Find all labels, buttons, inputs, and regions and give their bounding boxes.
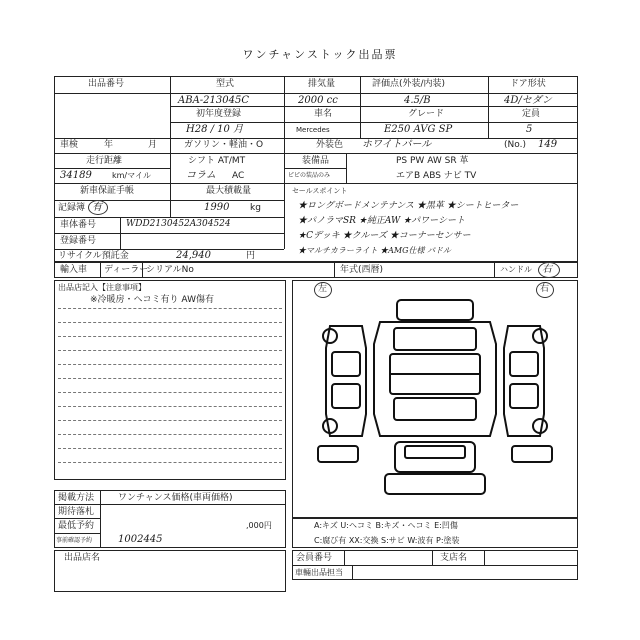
branch-label: 支店名 bbox=[440, 553, 468, 563]
recycle-unit: 円 bbox=[246, 251, 256, 261]
handle-label: ハンドル bbox=[500, 265, 532, 274]
recycle-label: リサイクル預託金 bbox=[58, 251, 129, 261]
grade-value: E250 AVG SP bbox=[384, 124, 453, 135]
capacity-value: 5 bbox=[526, 124, 533, 135]
year-label: 年式(西暦) bbox=[340, 265, 384, 275]
reg-number-label: 登録番号 bbox=[60, 236, 97, 246]
no-value: 149 bbox=[538, 139, 558, 150]
load-value: 1990 bbox=[204, 202, 230, 213]
inspection-year: 年 bbox=[104, 140, 114, 150]
reserve-value: ,000円 bbox=[246, 521, 272, 530]
legend-row-2: C:腐び有 XX:交換 S:サビ W:波有 P:塗装 bbox=[314, 536, 460, 545]
equipment-label: 装備品 bbox=[302, 156, 330, 166]
handle-circle-mark bbox=[538, 262, 560, 278]
dealer-label: ディーラー bbox=[104, 265, 149, 275]
equipment-bottom: エアB ABS ナビ TV bbox=[396, 171, 477, 181]
recycle-value: 24,940 bbox=[176, 250, 211, 261]
lot-number-label: 出品番号 bbox=[88, 79, 125, 89]
sales-point-2: ★パノラマSR ★純正AW ★パワーシート bbox=[298, 216, 466, 226]
load-unit: kg bbox=[250, 203, 261, 213]
displacement-value: 2000 cc bbox=[298, 95, 338, 106]
sales-point-4: ★マルチカラーライト ★AMG仕様 パドル bbox=[298, 246, 451, 255]
equipment-top: PS PW AW SR 革 bbox=[396, 156, 469, 166]
mileage-label: 走行距離 bbox=[86, 156, 123, 166]
car-name-label: 車名 bbox=[314, 109, 333, 119]
reserve-label: 最低予約 bbox=[58, 521, 95, 531]
grade-eval-value: 4.5/B bbox=[404, 95, 431, 106]
mileage-value: 34189 bbox=[60, 170, 92, 181]
store-label: 出品店名 bbox=[64, 553, 101, 563]
contract-label: 事前確認予約 bbox=[56, 537, 93, 544]
sales-point-3: ★Cデッキ ★クルーズ ★コーナーセンサー bbox=[298, 231, 471, 241]
color-value: ホワイトパール bbox=[362, 139, 432, 150]
ac-label: AC bbox=[232, 171, 245, 181]
member-label: 会員番号 bbox=[296, 553, 333, 563]
no-label: (No.) bbox=[504, 140, 526, 150]
color-label: 外装色 bbox=[316, 140, 344, 150]
notes-line-1: ※冷暖房・ヘコミ有り AW傷有 bbox=[90, 295, 214, 305]
fuel-options: ガソリン・軽油・O bbox=[184, 140, 264, 150]
displacement-label: 排気量 bbox=[308, 79, 336, 89]
diagram-left-label: 左 bbox=[318, 284, 328, 294]
grade-eval-label: 評価点(外装/内装) bbox=[372, 79, 446, 89]
first-reg-label: 初年度登録 bbox=[196, 109, 242, 119]
inspection-label: 車検 bbox=[60, 140, 79, 150]
new-warranty-label: 新車保証手帳 bbox=[80, 186, 135, 196]
person-label: 車輛出品担当 bbox=[295, 568, 343, 577]
legend-row-1: A:キズ U:ヘコミ B:キズ・ヘコミ E:凹傷 bbox=[314, 521, 458, 530]
door-value: 4D/セダン bbox=[504, 95, 552, 106]
equipment-prefix: ピピの装品のみ bbox=[288, 172, 331, 179]
sales-point-1: ★ロングボードメンテナンス ★黒革 ★シートヒーター bbox=[298, 201, 519, 211]
shift-value: コラム bbox=[186, 170, 216, 181]
mileage-unit: km/マイル bbox=[112, 171, 151, 180]
method-label: 掲載方法 bbox=[58, 493, 95, 503]
notes-title: 出品店記入【注意事項】 bbox=[58, 283, 146, 292]
contract-value: 1002445 bbox=[118, 534, 163, 545]
capacity-label: 定員 bbox=[522, 109, 541, 119]
door-label: ドア形状 bbox=[510, 79, 546, 89]
inspection-month: 月 bbox=[148, 140, 158, 150]
diagram-right-label: 右 bbox=[540, 284, 550, 294]
desired-label: 期待落札 bbox=[58, 507, 95, 517]
method-value: ワンチャンス価格(車両価格) bbox=[118, 493, 233, 503]
grade-label: グレード bbox=[408, 109, 445, 119]
handle-value: 右 bbox=[542, 264, 552, 275]
shift-label: シフト AT/MT bbox=[188, 156, 246, 166]
first-reg-value: H28 / 10 月 bbox=[186, 124, 244, 135]
model-value: ABA-213045C bbox=[178, 95, 249, 106]
record-circle: 有 bbox=[92, 202, 102, 213]
sales-point-label: セールスポイント bbox=[292, 187, 348, 195]
model-label: 型式 bbox=[216, 79, 235, 89]
record-circle-mark bbox=[88, 200, 108, 215]
import-label: 輸入車 bbox=[60, 265, 88, 275]
record-label: 記録簿 bbox=[58, 203, 86, 213]
notes-box bbox=[54, 280, 286, 480]
serial-label: シリアルNo bbox=[146, 265, 194, 275]
load-label: 最大積載量 bbox=[206, 186, 252, 196]
chassis-label: 車体番号 bbox=[60, 220, 97, 230]
car-name-value: Mercedes bbox=[296, 126, 330, 134]
car-diagram bbox=[300, 296, 570, 498]
page-title: ワンチャンストック出品票 bbox=[242, 48, 398, 61]
chassis-value: WDD2130452A304524 bbox=[126, 219, 231, 229]
